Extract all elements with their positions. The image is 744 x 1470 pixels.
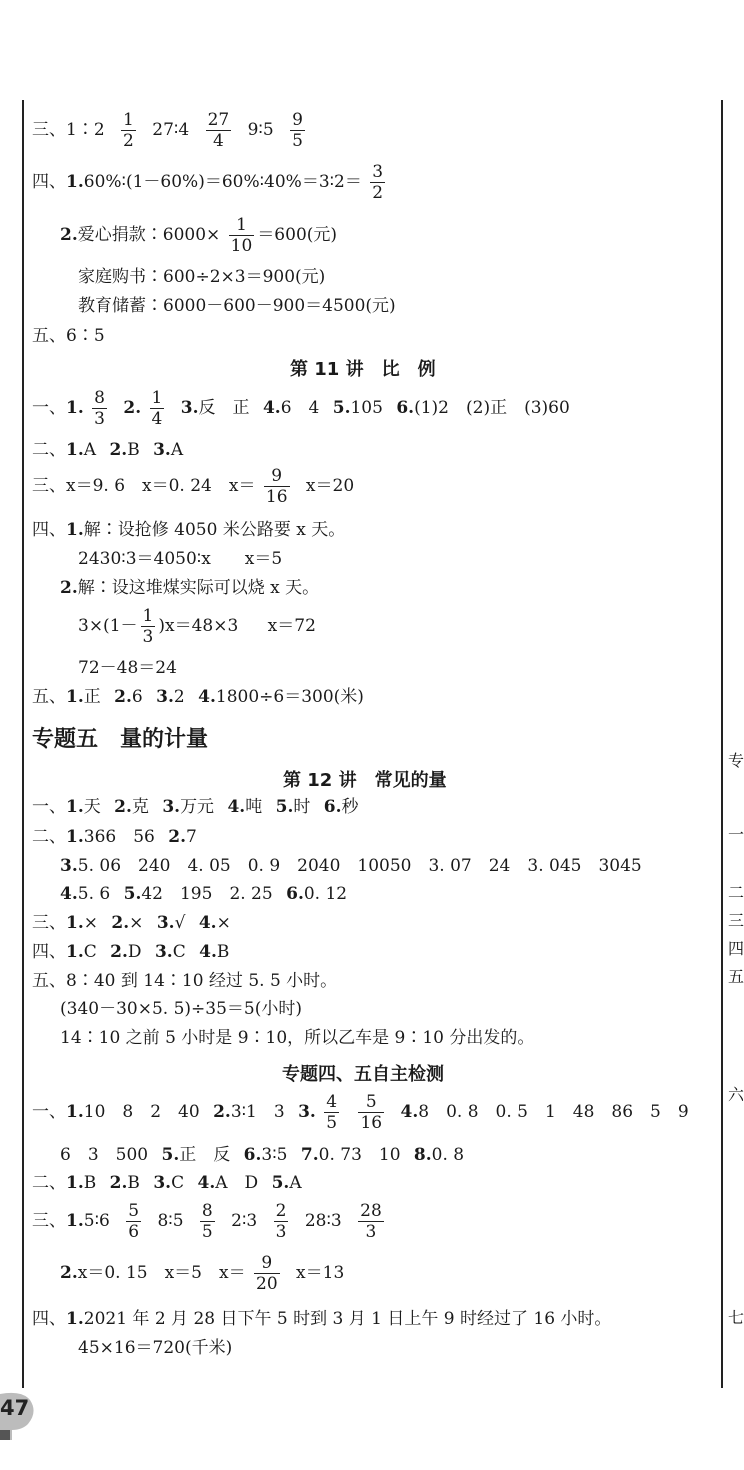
fraction bbox=[324, 1092, 339, 1133]
denominator: 3 bbox=[142, 627, 154, 647]
answer-text: 正 bbox=[83, 687, 101, 707]
answer-line bbox=[32, 388, 570, 429]
item-number: 7. bbox=[300, 1145, 319, 1165]
answer-text: B bbox=[83, 1173, 97, 1193]
item-number: 3. bbox=[153, 1173, 172, 1193]
item-number: 8. bbox=[413, 1145, 432, 1165]
item-number: 2. bbox=[110, 942, 128, 962]
item-number: 3. bbox=[156, 913, 175, 933]
fraction bbox=[274, 1201, 289, 1242]
answer-line bbox=[32, 913, 231, 933]
answer-text: × bbox=[216, 913, 231, 933]
section-mark: 三、 bbox=[32, 120, 66, 140]
answer-text: D bbox=[127, 942, 142, 962]
answer-text: 万元 bbox=[180, 797, 215, 817]
answer-text: 天 bbox=[83, 797, 101, 817]
answer-text: × bbox=[129, 913, 144, 933]
edge-glyph: 三 bbox=[728, 911, 744, 930]
numerator: 5 bbox=[128, 1201, 140, 1221]
answer-text: A D bbox=[215, 1173, 259, 1193]
item-number: 1. bbox=[66, 913, 84, 933]
item-number: 2. bbox=[213, 1102, 231, 1122]
answer-text: 吨 bbox=[245, 797, 263, 817]
lesson-heading: 第 11 讲 比 例 bbox=[290, 359, 436, 380]
topic-heading: 专题五 量的计量 bbox=[32, 727, 209, 752]
fraction bbox=[290, 110, 305, 151]
answer-text: 5. 6 bbox=[77, 884, 111, 904]
answer-text: C bbox=[171, 1173, 185, 1193]
item-number: 1. bbox=[66, 827, 84, 847]
item-number: 6. bbox=[243, 1145, 262, 1165]
edge-glyph: 七 bbox=[728, 1308, 744, 1327]
denominator: 4 bbox=[212, 131, 224, 151]
answer-text: x＝13 bbox=[296, 1263, 345, 1283]
denominator: 3 bbox=[365, 1222, 377, 1242]
answer-text: 0. 73 10 bbox=[318, 1145, 401, 1165]
item-number: 1. bbox=[66, 1309, 84, 1329]
denominator: 4 bbox=[151, 409, 163, 429]
fraction bbox=[150, 388, 165, 429]
section-mark: 三、 bbox=[32, 476, 66, 496]
answer-text: 2021 年 2 月 28 日下午 5 时到 3 月 1 日上午 9 时经过了 16 小时。 bbox=[83, 1309, 612, 1329]
answer-text: 8∶5 bbox=[157, 1211, 184, 1231]
answer-line: (340－30×5. 5)÷35＝5(小时) bbox=[60, 999, 302, 1019]
answer-line bbox=[32, 1092, 689, 1133]
edge-glyph: 四 bbox=[728, 939, 744, 958]
page-number-badge bbox=[0, 1390, 36, 1440]
answer-text: A bbox=[170, 440, 184, 460]
edge-glyph: 一 bbox=[728, 825, 744, 844]
item-number: 1. bbox=[66, 440, 84, 460]
answer-line bbox=[32, 797, 359, 817]
answer-text: A bbox=[83, 440, 97, 460]
answer-text: x＝9. 6 x＝0. 24 x＝ bbox=[66, 476, 256, 496]
denominator: 16 bbox=[265, 487, 288, 507]
denominator: 6 bbox=[128, 1222, 140, 1242]
answer-text: 6 4 bbox=[280, 398, 320, 418]
item-number: 1. bbox=[66, 687, 84, 707]
answer-line bbox=[32, 687, 364, 707]
item-number: 4. bbox=[400, 1102, 419, 1122]
item-number: 3. bbox=[180, 398, 199, 418]
answer-line bbox=[60, 856, 642, 876]
answer-text: B bbox=[127, 440, 140, 460]
item-number: 3. bbox=[60, 856, 78, 876]
answer-line bbox=[32, 466, 354, 507]
numerator: 4 bbox=[326, 1092, 338, 1112]
answer-text: 3∶5 bbox=[261, 1145, 288, 1165]
answer-line: 2430∶3＝4050∶x x＝5 bbox=[78, 549, 283, 569]
answer-line bbox=[60, 884, 347, 904]
numerator: 3 bbox=[372, 162, 384, 182]
answer-line: 家庭购书∶600÷2×3＝900(元) bbox=[78, 267, 326, 287]
answer-text: 7 bbox=[186, 827, 197, 847]
answer-line: 教育储蓄∶6000－600－900＝4500(元) bbox=[78, 296, 396, 316]
item-number: 2. bbox=[114, 687, 132, 707]
item-number: 1. bbox=[66, 1173, 84, 1193]
edge-glyph: 六 bbox=[728, 1085, 744, 1104]
item-number: 1. bbox=[66, 398, 84, 418]
answer-text: 爱心捐款∶6000× bbox=[77, 225, 221, 245]
answer-text: 27∶4 bbox=[152, 120, 190, 140]
item-number: 2. bbox=[109, 1173, 128, 1193]
answer-line-3 bbox=[32, 110, 308, 151]
item-number: 6. bbox=[286, 884, 304, 904]
answer-text: 1∶2 bbox=[66, 120, 105, 140]
answer-text: 60%∶(1－60%)＝60%∶40%＝3∶2＝ bbox=[83, 172, 362, 192]
answer-text: 2∶3 bbox=[231, 1211, 258, 1231]
answer-line bbox=[32, 520, 345, 540]
item-number: 4. bbox=[198, 687, 216, 707]
answer-line-4-1 bbox=[32, 162, 388, 203]
fraction bbox=[264, 466, 290, 507]
answer-line bbox=[60, 1253, 344, 1294]
item-number: 1. bbox=[66, 172, 84, 192]
answer-text: C bbox=[83, 942, 97, 962]
fraction bbox=[358, 1092, 384, 1133]
answer-text: 0. 12 bbox=[303, 884, 348, 904]
answer-line bbox=[78, 606, 316, 647]
section-mark: 二、 bbox=[32, 440, 66, 460]
answer-text: × bbox=[83, 913, 98, 933]
answer-text: √ bbox=[174, 913, 186, 933]
edge-glyph: 五 bbox=[728, 967, 744, 986]
fraction bbox=[254, 1253, 280, 1294]
edge-glyph: 专 bbox=[728, 751, 744, 770]
answer-line bbox=[32, 827, 197, 847]
item-number: 6. bbox=[323, 797, 342, 817]
answer-text: )x＝48×3 bbox=[158, 616, 239, 636]
answer-text: A bbox=[289, 1173, 302, 1193]
item-number: 2. bbox=[114, 797, 132, 817]
item-number: 5. bbox=[161, 1145, 180, 1165]
section-mark: 四、 bbox=[32, 520, 66, 540]
item-number: 6. bbox=[396, 398, 415, 418]
answer-line: 五、8∶40 到 14∶10 经过 5. 5 小时。 bbox=[32, 971, 338, 991]
answer-line bbox=[32, 1201, 387, 1242]
answer-text: (1)2 (2)正 (3)60 bbox=[414, 398, 570, 418]
answer-text: 解∶设抢修 4050 米公路要 x 天。 bbox=[83, 520, 346, 540]
item-number: 4. bbox=[262, 398, 281, 418]
item-number: 1. bbox=[66, 797, 84, 817]
answer-text: x＝72 bbox=[267, 616, 316, 636]
numerator: 1 bbox=[123, 110, 134, 130]
answer-text: 解∶设这堆煤实际可以烧 x 天。 bbox=[77, 578, 320, 598]
item-number: 3. bbox=[153, 440, 171, 460]
denominator: 16 bbox=[360, 1113, 383, 1133]
item-number: 2. bbox=[60, 225, 78, 245]
answer-line: 72－48＝24 bbox=[78, 658, 177, 678]
item-number: 3. bbox=[162, 797, 181, 817]
item-number: 3. bbox=[298, 1102, 316, 1122]
fraction bbox=[358, 1201, 384, 1242]
item-number: 1. bbox=[66, 1211, 84, 1231]
numerator: 27 bbox=[207, 110, 230, 130]
answer-text: 10 8 2 40 bbox=[83, 1102, 200, 1122]
fraction bbox=[229, 215, 255, 256]
answer-text: 9∶5 bbox=[247, 120, 274, 140]
answer-text: B bbox=[216, 942, 230, 962]
numerator: 9 bbox=[264, 466, 290, 487]
denominator: 5 bbox=[326, 1113, 338, 1133]
answer-text: 5. 06 240 4. 05 0. 9 2040 10050 3. 07 24 3. 045 3045 bbox=[77, 856, 642, 876]
item-number: 5. bbox=[275, 797, 294, 817]
answer-text: 5∶6 bbox=[83, 1211, 110, 1231]
denominator: 5 bbox=[292, 131, 303, 151]
answer-text: 42 195 2. 25 bbox=[141, 884, 273, 904]
answer-text: 1800÷6＝300(米) bbox=[215, 687, 364, 707]
fraction bbox=[126, 1201, 141, 1242]
answer-line bbox=[32, 1173, 302, 1193]
numerator: 9 bbox=[292, 110, 303, 130]
denominator: 20 bbox=[256, 1274, 278, 1294]
denominator: 5 bbox=[201, 1222, 213, 1242]
section-mark: 一、 bbox=[32, 1102, 66, 1122]
lesson-heading: 第 12 讲 常见的量 bbox=[283, 770, 447, 791]
numerator: 8 bbox=[94, 388, 105, 408]
numerator: 8 bbox=[201, 1201, 213, 1221]
numerator: 1 bbox=[151, 388, 163, 408]
section-mark: 三、 bbox=[32, 913, 66, 933]
section-mark: 三、 bbox=[32, 1211, 66, 1231]
section-mark: 四、 bbox=[32, 942, 66, 962]
item-number: 1. bbox=[66, 942, 84, 962]
answer-text: C bbox=[172, 942, 186, 962]
answer-line bbox=[32, 1309, 611, 1329]
item-number: 4. bbox=[199, 942, 217, 962]
answer-text: 3×(1－ bbox=[78, 616, 138, 636]
item-number: 1. bbox=[66, 1102, 84, 1122]
answer-line bbox=[60, 1145, 464, 1165]
item-number: 4. bbox=[60, 884, 78, 904]
answer-text: 正 反 bbox=[179, 1145, 231, 1165]
numerator: 2 bbox=[275, 1201, 287, 1221]
answer-text: 2 bbox=[173, 687, 185, 707]
item-number: 3. bbox=[154, 942, 173, 962]
answer-line: 45×16＝720(千米) bbox=[78, 1338, 233, 1358]
denominator: 2 bbox=[123, 131, 134, 151]
answer-text: 时 bbox=[293, 797, 311, 817]
test-heading: 专题四、五自主检测 bbox=[282, 1064, 444, 1085]
numerator: 1 bbox=[142, 606, 154, 626]
answer-text: 6 bbox=[131, 687, 143, 707]
answer-text: 8 0. 8 0. 5 1 48 86 5 9 bbox=[418, 1102, 689, 1122]
item-number: 2. bbox=[60, 1263, 78, 1283]
answer-line bbox=[32, 440, 183, 460]
page-number: 47 bbox=[0, 1396, 30, 1420]
item-number: 2. bbox=[111, 913, 130, 933]
denominator: 10 bbox=[230, 236, 253, 256]
answer-text: 秒 bbox=[341, 797, 359, 817]
edge-glyph: 二 bbox=[728, 883, 744, 902]
item-number: 5. bbox=[332, 398, 351, 418]
answer-line: 五、6∶5 bbox=[32, 326, 105, 346]
item-number: 1. bbox=[66, 520, 84, 540]
section-mark: 二、 bbox=[32, 827, 66, 847]
section-mark: 二、 bbox=[32, 1173, 66, 1193]
numerator: 5 bbox=[358, 1092, 384, 1113]
fraction bbox=[121, 110, 136, 151]
item-number: 2. bbox=[109, 440, 128, 460]
item-number: 4. bbox=[227, 797, 246, 817]
answer-text: 3∶1 3 bbox=[230, 1102, 285, 1122]
numerator: 9 bbox=[254, 1253, 280, 1274]
item-number: 2. bbox=[60, 578, 78, 598]
right-margin-rule bbox=[721, 100, 723, 1388]
answer-text: B bbox=[127, 1173, 140, 1193]
answer-text: 6 3 500 bbox=[60, 1145, 149, 1165]
fraction bbox=[141, 606, 156, 647]
answer-text: x＝20 bbox=[305, 476, 355, 496]
left-margin-rule bbox=[22, 100, 24, 1388]
numerator: 28 bbox=[360, 1201, 382, 1221]
fraction bbox=[200, 1201, 215, 1242]
denominator: 3 bbox=[94, 409, 105, 429]
section-mark: 一、 bbox=[32, 398, 66, 418]
answer-text: x＝0. 15 x＝5 x＝ bbox=[77, 1263, 246, 1283]
answer-text: 366 56 bbox=[83, 827, 155, 847]
answer-line: 14∶10 之前 5 小时是 9∶10，所以乙车是 9∶10 分出发的。 bbox=[60, 1028, 535, 1048]
section-mark: 四、 bbox=[32, 1309, 66, 1329]
answer-text: 0. 8 bbox=[431, 1145, 465, 1165]
answer-line bbox=[32, 942, 229, 962]
denominator: 3 bbox=[275, 1222, 287, 1242]
item-number: 5. bbox=[271, 1173, 290, 1193]
fraction bbox=[206, 110, 232, 151]
section-mark: 五、 bbox=[32, 687, 66, 707]
answer-text: 克 bbox=[131, 797, 149, 817]
answer-text: 105 bbox=[350, 398, 383, 418]
numerator: 1 bbox=[229, 215, 255, 236]
item-number: 3. bbox=[156, 687, 174, 707]
fraction bbox=[370, 162, 385, 203]
denominator: 2 bbox=[372, 183, 384, 203]
item-number: 2. bbox=[123, 398, 142, 418]
answer-text: 反 正 bbox=[198, 398, 250, 418]
answer-line bbox=[60, 578, 319, 598]
item-number: 5. bbox=[123, 884, 142, 904]
section-mark: 一、 bbox=[32, 797, 66, 817]
fraction bbox=[92, 388, 107, 429]
item-number: 2. bbox=[168, 827, 186, 847]
section-mark: 四、 bbox=[32, 172, 66, 192]
item-number: 4. bbox=[198, 913, 217, 933]
answer-text: 28∶3 bbox=[304, 1211, 342, 1231]
answer-line-4-2 bbox=[60, 215, 337, 256]
item-number: 4. bbox=[197, 1173, 216, 1193]
answer-text: ＝600(元) bbox=[257, 225, 338, 245]
